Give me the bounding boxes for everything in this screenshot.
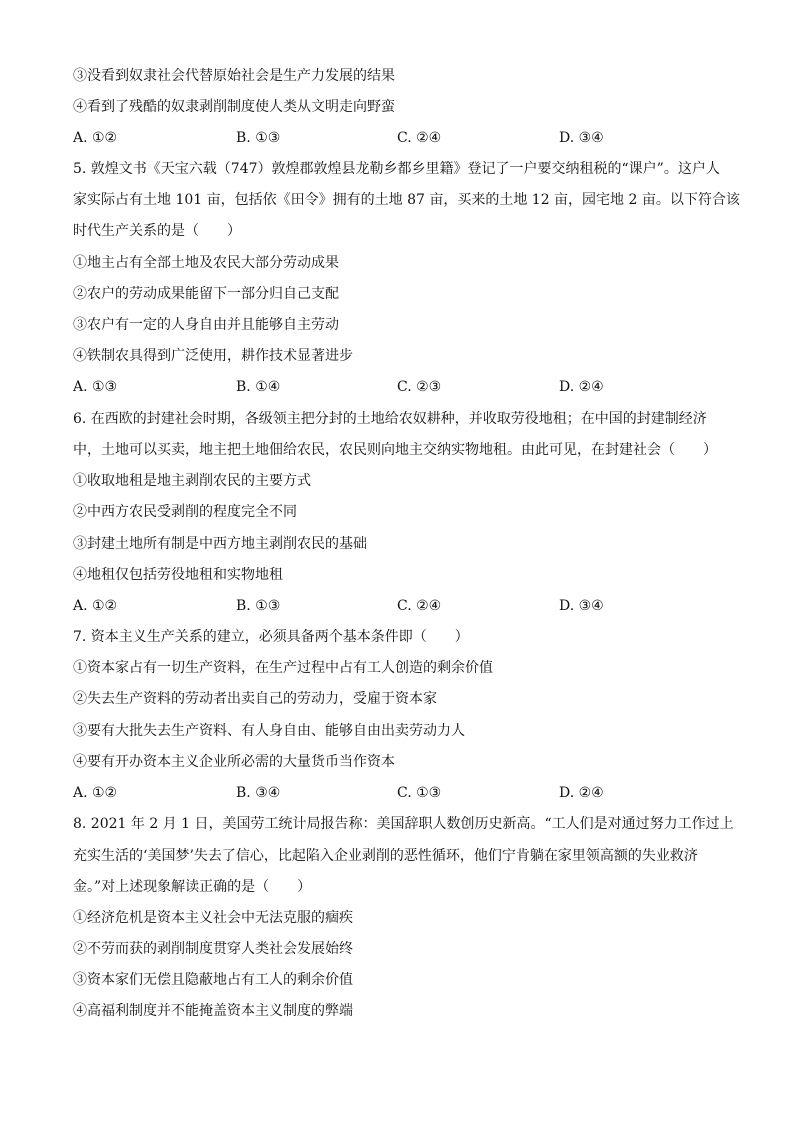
statement-line: ③没看到奴隶社会代替原始社会是生产力发展的结果 <box>73 68 395 84</box>
question-6-stem: 中，土地可以买卖，地主把土地佃给农民，农民则向地主交纳实物地租。由此可见，在封建社会（ ） <box>73 442 717 458</box>
option-a[interactable]: A. ①③ <box>73 379 118 395</box>
answer-options <box>73 378 723 396</box>
option-c[interactable]: C. ②④ <box>397 130 442 146</box>
statement-line: ①收取地租是地主剥削农民的主要方式 <box>73 473 311 489</box>
option-b[interactable]: B. ①③ <box>236 598 281 614</box>
option-b[interactable]: B. ①④ <box>236 379 281 395</box>
option-c[interactable]: C. ②④ <box>397 598 442 614</box>
option-c[interactable]: C. ①③ <box>397 785 442 801</box>
question-6-stem: 6. 在西欧的封建社会时期，各级领主把分封的土地给农奴耕种，并收取劳役地租；在中国的封建制经济 <box>73 411 707 427</box>
option-a[interactable]: A. ①② <box>73 785 118 801</box>
answer-options <box>73 597 723 615</box>
statement-line: ③农户有一定的人身自由并且能够自主劳动 <box>73 317 339 333</box>
option-a[interactable]: A. ①② <box>73 598 118 614</box>
statement-line: ④看到了残酷的奴隶剥削制度使人类从文明走向野蛮 <box>73 99 395 115</box>
option-d[interactable]: D. ②④ <box>559 379 604 395</box>
statement-line: ②不劳而获的剥削制度贯穿人类社会发展始终 <box>73 941 353 957</box>
statement-line: ①资本家占有一切生产资料，在生产过程中占有工人创造的剩余价值 <box>73 660 493 676</box>
statement-line: ③要有大批失去生产资料、有人身自由、能够自由出卖劳动力人 <box>73 723 465 739</box>
statement-line: ④地租仅包括劳役地租和实物地租 <box>73 567 283 583</box>
question-8-stem: 8. 2021 年 2 月 1 日，美国劳工统计局报告称：美国辞职人数创历史新高。“工人们是对通过努力工作过上 <box>73 816 734 832</box>
question-8-stem: 充实生活的‘美国梦’失去了信心，比起陷入企业剥削的恶性循环，他们宁肯躺在家里领高额的失业救济 <box>73 848 698 864</box>
statement-line: ②农户的劳动成果能留下一部分归自己支配 <box>73 286 339 302</box>
option-b[interactable]: B. ①③ <box>236 130 281 146</box>
option-d[interactable]: D. ③④ <box>559 130 604 146</box>
answer-options <box>73 129 723 147</box>
statement-line: ②失去生产资料的劳动者出卖自己的劳动力，受雇于资本家 <box>73 691 437 707</box>
question-5-stem: 家实际占有土地 101 亩，包括依《田令》拥有的土地 87 亩，买来的土地 12 亩，园宅地 2 亩。以下符合该 <box>73 192 740 208</box>
statement-line: ④要有开办资本主义企业所必需的大量货币当作资本 <box>73 754 395 770</box>
statement-line: ①经济危机是资本主义社会中无法克服的痼疾 <box>73 910 353 926</box>
option-c[interactable]: C. ②③ <box>397 379 442 395</box>
statement-line: ④高福利制度并不能掩盖资本主义制度的弊端 <box>73 1003 353 1019</box>
statement-line: ①地主占有全部土地及农民大部分劳动成果 <box>73 255 339 271</box>
statement-line: ④铁制农具得到广泛使用，耕作技术显著进步 <box>73 348 353 364</box>
option-d[interactable]: D. ③④ <box>559 598 604 614</box>
statement-line: ③封建土地所有制是中西方地主剥削农民的基础 <box>73 536 367 552</box>
question-8-stem: 金。”对上述现象解读正确的是（ ） <box>73 879 312 895</box>
option-a[interactable]: A. ①② <box>73 130 118 146</box>
option-b[interactable]: B. ③④ <box>236 785 281 801</box>
statement-line: ③资本家们无偿且隐蔽地占有工人的剩余价值 <box>73 972 353 988</box>
statement-line: ②中西方农民受剥削的程度完全不同 <box>73 504 297 520</box>
answer-options <box>73 784 723 802</box>
question-5-stem: 5. 敦煌文书《天宝六载（747）敦煌郡敦煌县龙勒乡都乡里籍》登记了一户要交纳租税的“课户”。这户人 <box>73 161 720 177</box>
question-7-stem: 7. 资本主义生产关系的建立，必须具备两个基本条件即（ ） <box>73 629 469 645</box>
option-d[interactable]: D. ②④ <box>559 785 604 801</box>
question-5-stem: 时代生产关系的是（ ） <box>73 223 241 239</box>
